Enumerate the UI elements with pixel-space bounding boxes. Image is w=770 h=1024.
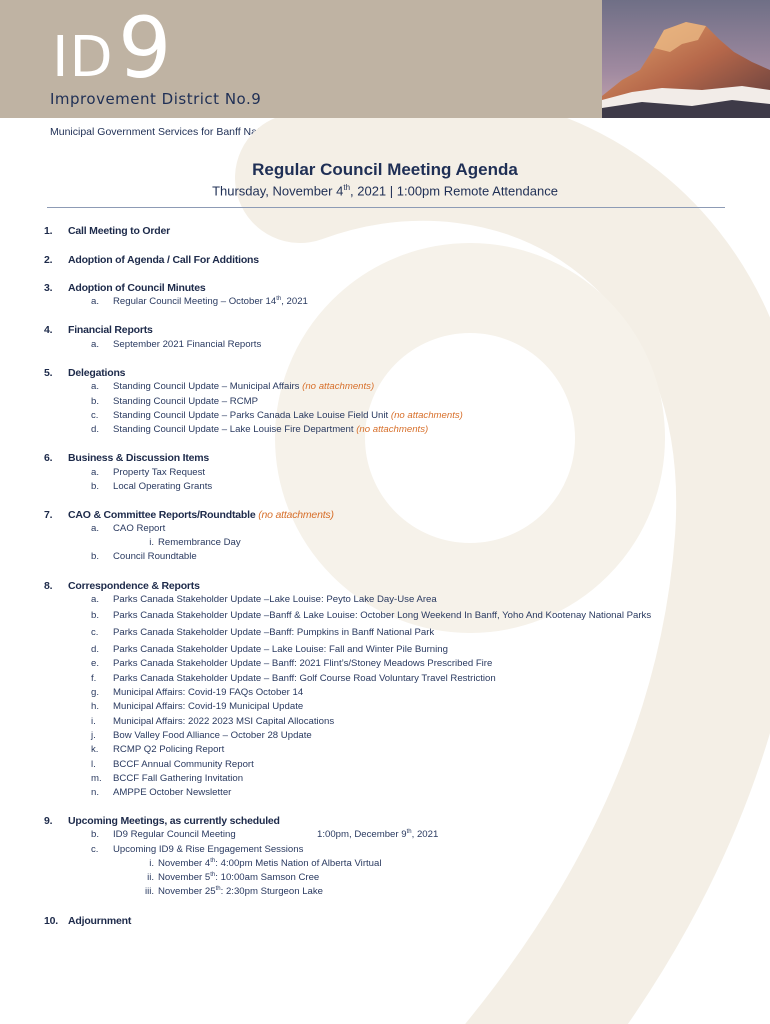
- agenda-subitem: a. Property Tax Request: [91, 467, 206, 478]
- agenda-subitem: a. CAO Report: [91, 523, 166, 534]
- agenda-subsubitem: ii. November 5th: 10:00am Samson Cree: [147, 872, 320, 884]
- agenda-subitem: d. Standing Council Update – Lake Louise Fire Department (no attachments): [91, 424, 429, 435]
- agenda-subitem: l. BCCF Annual Community Report: [91, 759, 254, 770]
- agenda-item-10: 10. Adjournment: [44, 915, 132, 927]
- page-title: Regular Council Meeting Agenda: [252, 160, 518, 179]
- agenda-subitem: f. Parks Canada Stakeholder Update – Banff: Golf Course Road Voluntary Travel Restriction: [91, 673, 496, 684]
- meeting-date-line: Thursday, November 4th, 2021 | 1:00pm Remote Attendance: [212, 183, 558, 199]
- agenda-item-2: 2. Adoption of Agenda / Call For Additions: [44, 254, 259, 266]
- letterhead-banner: [0, 0, 770, 118]
- tagline: Municipal Government Services for Banff National Park: [50, 126, 307, 138]
- agenda-item-7: 7. CAO & Committee Reports/Roundtable (no attachments): [44, 509, 334, 521]
- agenda-subitem: c. Parks Canada Stakeholder Update –Banff: Pumpkins in Banff National Park: [91, 627, 435, 638]
- agenda-subitem: b. Parks Canada Stakeholder Update –Banff & Lake Louise: October Long Weekend In Banff, Yoho And Kootenay National Parks: [91, 610, 652, 621]
- district-name: Improvement District No.9: [50, 90, 262, 108]
- castle-mountain-photo: [602, 0, 770, 118]
- agenda-subitem: b. ID9 Regular Council Meeting: [91, 829, 236, 840]
- agenda-subitem: m. BCCF Fall Gathering Invitation: [91, 773, 244, 784]
- agenda-subsubitem: iii. November 25th: 2:30pm Sturgeon Lake: [144, 886, 324, 898]
- id9-logo: ID: [52, 25, 114, 90]
- agenda-subsubitem: i. Remembrance Day: [149, 537, 241, 548]
- agenda-subitem: a. September 2021 Financial Reports: [91, 339, 262, 350]
- meeting-time: 1:00pm, December 9th, 2021: [317, 829, 439, 841]
- agenda-item-1: 1. Call Meeting to Order: [44, 225, 170, 237]
- agenda-item-9: 9. Upcoming Meetings, as currently scheduled: [44, 815, 280, 827]
- agenda-subitem: c. Standing Council Update – Parks Canada Lake Louise Field Unit (no attachments): [91, 410, 463, 421]
- agenda-subitem: a. Regular Council Meeting – October 14th, 2021: [91, 296, 308, 308]
- id9-logo-nine: 9: [118, 0, 172, 97]
- agenda-subitem: a. Parks Canada Stakeholder Update –Lake Louise: Peyto Lake Day-Use Area: [91, 594, 437, 605]
- agenda-item-8: 8. Correspondence & Reports: [44, 580, 200, 592]
- agenda-subitem: c. Upcoming ID9 & Rise Engagement Sessions: [91, 844, 304, 855]
- agenda-subitem: b. Local Operating Grants: [91, 481, 213, 492]
- agenda-subitem: g. Municipal Affairs: Covid-19 FAQs October 14: [91, 687, 304, 698]
- agenda-subitem: n. AMPPE October Newsletter: [91, 787, 232, 798]
- agenda-subitem: a. Standing Council Update – Municipal Affairs (no attachments): [91, 381, 375, 392]
- agenda-item-5: 5. Delegations: [44, 367, 126, 379]
- agenda-subitem: b. Standing Council Update – RCMP: [91, 396, 259, 407]
- agenda-item-4: 4. Financial Reports: [44, 324, 153, 336]
- agenda-item-3: 3. Adoption of Council Minutes: [44, 282, 206, 294]
- agenda-subitem: k. RCMP Q2 Policing Report: [91, 744, 225, 755]
- agenda-subitem: j. Bow Valley Food Alliance – October 28 Update: [91, 730, 312, 741]
- agenda-subitem: h. Municipal Affairs: Covid-19 Municipal Update: [91, 701, 304, 712]
- agenda-subsubitem: i. November 4th: 4:00pm Metis Nation of Alberta Virtual: [149, 858, 382, 870]
- agenda-item-6: 6. Business & Discussion Items: [44, 452, 210, 464]
- agenda-subitem: b. Council Roundtable: [91, 551, 197, 562]
- agenda-subitem: e. Parks Canada Stakeholder Update – Banff: 2021 Flint’s/Stoney Meadows Prescribed Fire: [91, 658, 493, 669]
- agenda-subitem: d. Parks Canada Stakeholder Update – Lake Louise: Fall and Winter Pile Burning: [91, 644, 448, 655]
- title-divider: [47, 207, 725, 208]
- agenda-subitem: i. Municipal Affairs: 2022 2023 MSI Capital Allocations: [91, 716, 335, 727]
